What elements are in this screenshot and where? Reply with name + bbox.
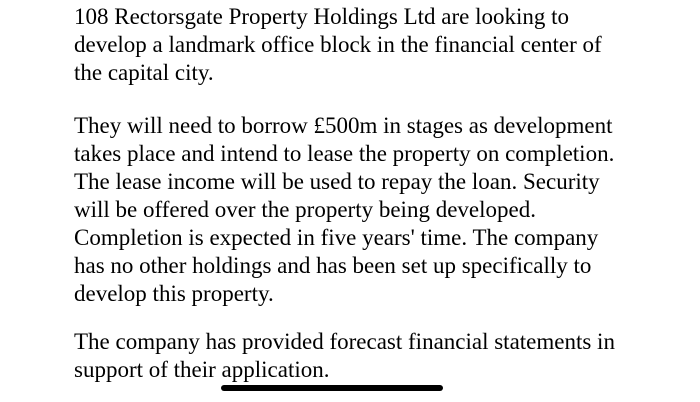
home-indicator-bar[interactable] [221, 385, 443, 391]
text-line: 108 Rectorsgate Property Holdings Ltd are looking to [74, 4, 570, 29]
text-line: They will need to borrow £500m in stages as development [74, 113, 613, 138]
text-line: The company has provided forecast financial statements in [74, 329, 615, 354]
text-line: Completion is expected in five years' time. The company [74, 225, 599, 250]
text-line: takes place and intend to lease the property on completion. [74, 141, 615, 166]
text-line: will be offered over the property being developed. [74, 197, 536, 222]
text-line: has no other holdings and has been set up specifically to [74, 253, 592, 278]
text-line: support of their application. [74, 357, 330, 382]
text-line: develop a landmark office block in the financial center of [74, 32, 602, 57]
paragraph-intro [74, 3, 602, 87]
text-line: the capital city. [74, 60, 214, 85]
paragraph-forecast [74, 328, 615, 384]
text-line: develop this property. [74, 281, 274, 306]
paragraph-borrowing [74, 112, 614, 308]
text-line: The lease income will be used to repay the loan. Security [74, 169, 600, 194]
